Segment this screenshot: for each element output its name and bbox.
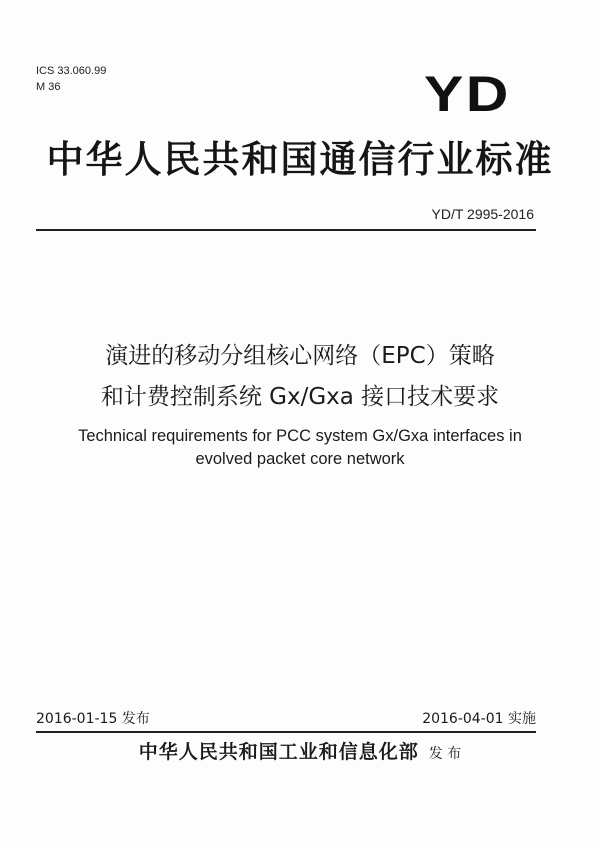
publisher-line [0, 737, 600, 764]
standard-number: YD/T 2995-2016 [431, 206, 534, 222]
chinese-title-line-2: 和计费控制系统 Gx/Gxa 接口技术要求 [100, 384, 500, 410]
publisher-name: 中华人民共和国工业和信息化部 [138, 741, 419, 763]
implementation-date: 2016-04-01 实施 [422, 711, 536, 727]
top-divider [36, 229, 536, 231]
ics-code: ICS 33.060.99 [36, 65, 107, 77]
english-title-line-2: evolved packet core network [195, 450, 405, 468]
category-code: M 36 [36, 81, 61, 93]
english-title-line-1: Technical requirements for PCC system Gx/Gxa interfaces in [78, 427, 522, 445]
chinese-title-line-1: 演进的移动分组核心网络（EPC）策略 [105, 343, 495, 369]
yd-logo: YD [424, 66, 511, 122]
classification-codes [36, 63, 106, 95]
publisher-action: 发 布 [428, 746, 462, 762]
bottom-divider [36, 731, 536, 733]
industry-standard-title: 中华人民共和国通信行业标准 [46, 138, 554, 181]
issue-date: 2016-01-15 发布 [36, 711, 150, 727]
